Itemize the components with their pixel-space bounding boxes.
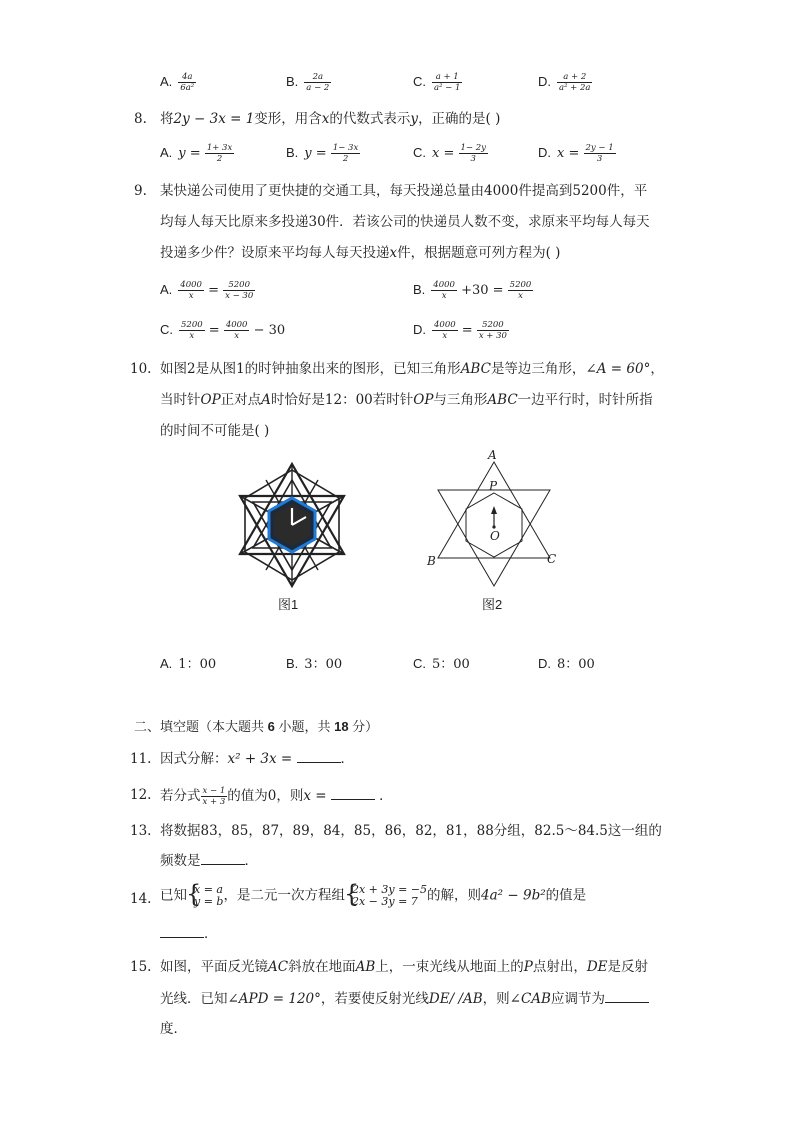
q15-var: AB [355, 959, 376, 975]
fig2-label-c: C [547, 552, 557, 566]
q12-text: ． [379, 788, 393, 804]
numerator: 5200 [509, 280, 532, 290]
q8-var: x [321, 111, 330, 127]
q8-option-a [160, 143, 234, 164]
denominator: 3 [596, 154, 603, 164]
q8-option-b [286, 143, 360, 164]
q8-option-d [538, 143, 616, 164]
option-text: 8：00 [557, 657, 595, 672]
q14-text: 的解，则 [427, 887, 482, 904]
fraction [178, 280, 204, 301]
option-text: 3：00 [304, 657, 343, 672]
q7-option-b [286, 72, 331, 93]
clock-figure-1 [232, 460, 352, 590]
numerator: 2y − 1 [585, 143, 614, 153]
fig2-label-o: O [490, 529, 500, 543]
section-score: 18 [334, 719, 349, 734]
numerator: 5200 [223, 280, 255, 291]
q10-option-c [413, 655, 470, 674]
denominator: 6a² [180, 83, 195, 93]
section-2-title [134, 716, 378, 735]
q9-option-c: C. $\frac{5200}{x}$ = $\frac{4000}{x}$ − 30 [160, 320, 286, 341]
answer-blank[interactable] [201, 852, 245, 865]
q9-option-d: D. $\frac{4000}{x}$ = $\frac{5200}{x + 30}$ [413, 320, 507, 341]
denominator: 2 [342, 154, 349, 164]
q10-number: 10. [130, 361, 152, 377]
q14-text: 的值是 [545, 887, 587, 904]
section-title-text: 小题，共 [274, 719, 335, 734]
fig2-label-b: B [427, 554, 436, 568]
answer-blank[interactable] [331, 787, 375, 800]
q15-text: 斜放在地面 [288, 959, 356, 975]
q15-text: 点射出， [532, 959, 587, 975]
q10-option-b [286, 655, 342, 674]
q15-text: ，则 [482, 991, 510, 1007]
numerator: 1+ 3x [206, 143, 233, 153]
q10-text: 一边平行时，时针所指 [517, 392, 653, 408]
option-letter: A. [160, 282, 173, 297]
q10-text: 如图2是从图1的时钟抽象出来的图形，已知三角形 [160, 361, 461, 377]
option-lhs: x = [557, 146, 580, 161]
fig1-caption: 图1 [278, 597, 299, 612]
fraction [432, 320, 458, 341]
denominator: a² − 1 [434, 83, 461, 93]
q12-text: 若分式 [160, 788, 201, 804]
q14-text: ． [204, 926, 218, 942]
denominator: x − 30 [225, 291, 254, 301]
q15-text: ，若要使反射光线 [320, 991, 429, 1007]
q14-line2 [160, 925, 218, 943]
option-lhs: x = [432, 146, 455, 161]
q9-text: 投递多少件？设原来平均每人每天投递 [160, 245, 390, 261]
q8-var: y [410, 111, 419, 127]
q8-text: 变形，用含 [254, 111, 322, 127]
q10-var: ABC [487, 392, 518, 408]
q15-text: 如图，平面反光镜 [160, 959, 268, 975]
q10-angle: ∠A = 60° [585, 361, 651, 377]
q11-number: 11. [130, 751, 152, 767]
option-letter: C. [413, 656, 426, 671]
denominator: a − 2 [306, 83, 330, 93]
denominator: 3 [470, 154, 476, 164]
option-text: 1：00 [178, 657, 217, 672]
answer-blank[interactable] [605, 990, 649, 1003]
fraction [205, 143, 234, 164]
numerator: 4a [178, 72, 196, 83]
numerator: 4000 [433, 280, 455, 290]
denominator: a² + 2a [559, 83, 591, 93]
q15-var: DE/ /AB [428, 991, 483, 1007]
numerator: 5200 [477, 320, 509, 331]
q9-option-a: A. $\frac{4000}{x}$ = $\frac{5200}{x - 30}$ [160, 280, 254, 301]
q9-line3 [160, 244, 560, 262]
q15-angle: ∠APD = 120° [227, 991, 321, 1007]
fraction [201, 786, 228, 807]
q13-text: 频数是 [160, 853, 201, 869]
q15-text: 光线．已知 [160, 991, 228, 1007]
q7-option-a [160, 72, 196, 93]
fraction [431, 280, 457, 301]
q15-line3: 度． [160, 1021, 187, 1037]
q10-line3: 的时间不可能是( ) [160, 423, 270, 439]
q8-number: 8. [134, 111, 147, 127]
q10-var: ABC [460, 361, 491, 377]
q15-text: 应调节为 [550, 991, 605, 1007]
q10-var: OP [200, 392, 221, 408]
option-letter: B. [286, 145, 299, 160]
q8-option-c [413, 143, 488, 164]
q10-var: A [261, 392, 271, 408]
q13-number: 13. [130, 823, 152, 839]
fig2-label-p: P [489, 479, 498, 493]
q9-text: 件，根据题意可列方程为( ) [397, 245, 561, 261]
q14-stem [160, 884, 586, 908]
q11-expr: x² + 3x = [227, 751, 293, 767]
numerator: a + 2 [557, 72, 592, 83]
denominator: x + 3 [202, 797, 226, 807]
fraction [459, 143, 488, 164]
answer-blank[interactable] [160, 925, 204, 938]
equation-system-1 [187, 884, 223, 908]
numerator: 5200 [181, 320, 203, 330]
q13-line1: 将数据83，85，87，89，84，85，86，82，81，88分组，82.5～84.5这一组的 [160, 823, 662, 839]
q15-number: 15. [130, 959, 152, 975]
q10-option-a [160, 655, 216, 674]
option-text: 5：00 [432, 657, 470, 672]
fraction [179, 320, 205, 341]
denominator: x [234, 331, 240, 341]
q10-option-d [538, 655, 595, 674]
q8-text: 的代数式表示 [329, 111, 411, 127]
option-lhs: y = [304, 146, 327, 161]
section-count: 6 [267, 719, 275, 734]
numerator: 1− 3x [332, 143, 359, 153]
numerator: 4000 [180, 280, 202, 290]
option-lhs: y = [178, 146, 201, 161]
q15-var: DE [586, 959, 608, 975]
denominator: x [518, 291, 523, 301]
q13-text: ． [244, 853, 258, 869]
q9-line2: 均每人每天比原来多投递30件．若该公司的快递员人数不变，求原来平均每人每天 [160, 214, 650, 230]
fraction [557, 72, 592, 93]
q9-option-b: B. $\frac{4000}{x}$ +30 = $\frac{5200}{x}$ [413, 280, 532, 301]
q7-option-d [538, 72, 592, 93]
fraction [178, 72, 196, 93]
q10-text: 时恰好是12：00若时针 [270, 392, 414, 408]
q11-stem [160, 750, 354, 768]
option-letter: A. [160, 656, 173, 671]
clock-figure-2 [422, 448, 572, 593]
option-letter: B. [286, 656, 299, 671]
fig2-caption: 图2 [482, 597, 503, 612]
q11-text: 因式分解： [160, 751, 228, 767]
option-letter: B. [286, 74, 299, 89]
q10-text: 正对点 [220, 392, 262, 408]
q11-text: ． [340, 751, 355, 767]
q15-var: AC [268, 959, 289, 975]
q10-text: 当时针 [160, 392, 201, 408]
option-letter: C. [413, 74, 426, 89]
q8-text: ，正确的是( ) [418, 111, 501, 127]
q15-var: P [523, 959, 533, 975]
q12-stem [160, 786, 393, 807]
q14-expr: 4a² − 9b² [481, 887, 546, 904]
option-letter: A. [160, 74, 173, 89]
q15-line2 [160, 990, 649, 1008]
q14-text: 已知 [160, 887, 187, 904]
section-title-text: 分） [348, 719, 379, 734]
system-row: { x = a [194, 883, 223, 896]
numerator: 2a [304, 72, 331, 83]
q10-text: 与三角形 [433, 392, 488, 408]
q15-text: 是反射 [607, 959, 649, 975]
q10-line2 [160, 391, 653, 409]
option-letter: D. [538, 74, 551, 89]
denominator: x [188, 291, 194, 301]
q15-angle: ∠CAB [509, 991, 551, 1007]
q13-line2 [160, 852, 258, 870]
option-letter: D. [538, 145, 551, 160]
q14-number: 14. [130, 891, 152, 907]
fraction [224, 320, 250, 341]
fraction [477, 320, 509, 341]
fraction [584, 143, 616, 164]
option-letter: B. [413, 282, 426, 297]
q9-var: x [389, 245, 398, 261]
denominator: x [442, 331, 448, 341]
q10-text: 是等边三角形， [490, 361, 586, 377]
q12-number: 12. [130, 787, 152, 803]
q14-text: ，是二元一次方程组 [223, 887, 345, 904]
numerator: 4000 [225, 320, 248, 330]
system-row: y = b [194, 895, 224, 908]
q8-text: 将 [160, 111, 174, 127]
q8-equation: 2y − 3x = 1 [173, 111, 255, 127]
q12-var: x = [303, 788, 327, 804]
denominator: x [189, 331, 195, 341]
fig2-label-a: A [488, 448, 497, 462]
section-title-text: 二、填空题（本大题共 [134, 719, 268, 734]
numerator: x − 1 [202, 786, 226, 796]
numerator: 1− 2y [460, 143, 486, 153]
system-row: { 2x + 3y = −5 [351, 883, 428, 896]
option-letter: D. [413, 322, 426, 337]
q8-stem [160, 110, 500, 128]
q12-text: 的值为0，则 [227, 788, 304, 804]
q10-text: ， [650, 361, 664, 377]
option-letter: A. [160, 145, 173, 160]
q15-text: 上，一束光线从地面上的 [375, 959, 524, 975]
fraction [508, 280, 534, 301]
option-letter: C. [160, 322, 173, 337]
denominator: 2 [216, 154, 223, 164]
fraction [331, 143, 360, 164]
q10-var: OP [413, 392, 434, 408]
denominator: x + 30 [478, 331, 507, 341]
q15-line1 [160, 958, 648, 976]
option-letter: C. [413, 145, 426, 160]
q9-line1: 某快递公司使用了更快捷的交通工具，每天投递总量由4000件提高到5200件，平 [160, 183, 648, 199]
system-row: 2x − 3y = 7 [351, 895, 418, 908]
fraction [304, 72, 331, 93]
numerator: a + 1 [432, 72, 462, 83]
q10-line1 [160, 360, 664, 378]
q7-option-c [413, 72, 462, 93]
equation-system-2 [345, 884, 427, 908]
fraction [223, 280, 255, 301]
q9-number: 9. [134, 183, 147, 199]
fraction [432, 72, 462, 93]
numerator: 4000 [434, 320, 456, 330]
denominator: x [441, 291, 447, 301]
answer-blank[interactable] [297, 750, 341, 763]
option-letter: D. [538, 656, 551, 671]
